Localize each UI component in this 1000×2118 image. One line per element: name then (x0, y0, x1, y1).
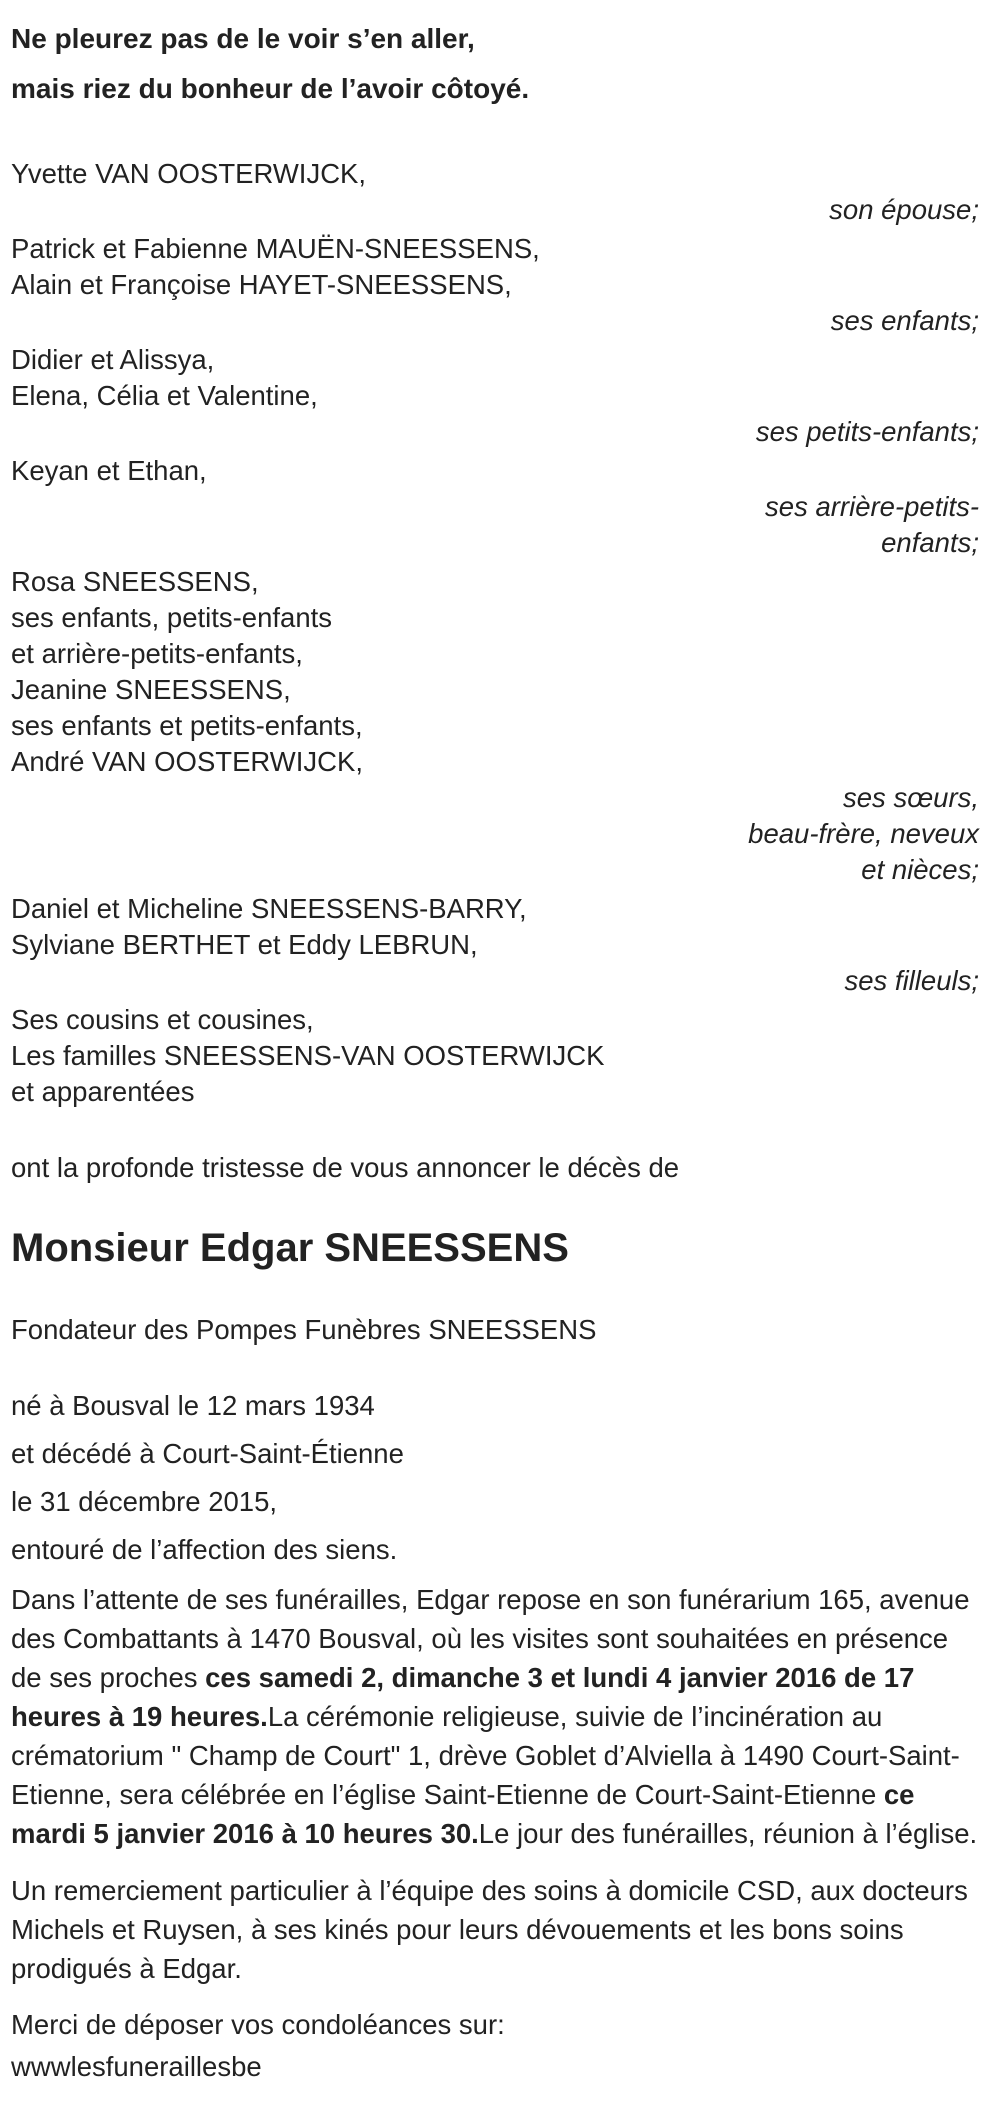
family-group-godchildren (11, 891, 979, 999)
thanks-paragraph: Un remerciement particulier à l’équipe des soins à domicile CSD, aux docteurs Michels et Ruysen, à ses kinés pour leurs dévouements et les bons soins prodigués à Edgar. (11, 1875, 968, 1984)
family-name-line: Ses cousins et cousines, (11, 1004, 314, 1035)
family-name-line: ses enfants, petits-enfants (11, 602, 333, 633)
deceased-name-heading: Monsieur Edgar SNEESSENS (11, 1226, 569, 1270)
family-name-line: Rosa SNEESSENS, (11, 566, 259, 597)
family-group-siblings (11, 564, 979, 888)
relation-label: ses sœurs, (843, 782, 979, 813)
family-group-children (11, 231, 979, 339)
announcement-intro: ont la profonde tristesse de vous annoncer le décès de (11, 1152, 680, 1183)
funeral-ceremony-date: ce mardi 5 janvier 2016 à 10 heures 30. (11, 1779, 915, 1849)
family-group-cousins (11, 1002, 979, 1110)
relation-label: enfants; (881, 527, 979, 558)
family-name-line: Daniel et Micheline SNEESSENS-BARRY, (11, 893, 527, 924)
family-name-line: André VAN OOSTERWIJCK, (11, 746, 363, 777)
funeral-text-run: Dans l’attente de ses funérailles, Edgar repose en son funérarium 165, avenue des Combattants à 1470 Bousval, où les visites sont souhaitées en présence de ses proches (11, 1584, 970, 1693)
family-name-line: Sylviane BERTHET et Eddy LEBRUN, (11, 929, 478, 960)
condolences-website: wwwlesfuneraillesbe (11, 2051, 262, 2082)
condolences-label: Merci de déposer vos condoléances sur: (11, 2009, 505, 2040)
birth-line: né à Bousval le 12 mars 1934 (11, 1390, 375, 1421)
relation-label: ses enfants; (830, 305, 979, 336)
family-name-line: et apparentées (11, 1076, 195, 1107)
family-group-grandchildren (11, 342, 979, 450)
family-name-line: Yvette VAN OOSTERWIJCK, (11, 158, 367, 189)
surrounded-line: entouré de l’affection des siens. (11, 1534, 398, 1565)
relation-label: son épouse; (829, 194, 979, 225)
relation-label: et nièces; (861, 854, 979, 885)
family-name-line: Elena, Célia et Valentine, (11, 380, 318, 411)
opening-quote (11, 14, 979, 114)
family-name-line: Les familles SNEESSENS-VAN OOSTERWIJCK (11, 1040, 605, 1071)
funeral-visit-dates: ces samedi 2, dimanche 3 et lundi 4 janvier 2016 de 17 heures à 19 heures. (11, 1662, 915, 1732)
family-name-line: Patrick et Fabienne MAUËN-SNEESSENS, (11, 233, 540, 264)
quote-line-1: Ne pleurez pas de le voir s’en aller, (11, 23, 475, 54)
life-details (11, 1382, 979, 1574)
deceased-title: Fondateur des Pompes Funèbres SNEESSENS (11, 1314, 597, 1345)
family-name-line: Didier et Alissya, (11, 344, 215, 375)
announcement-section (11, 1150, 979, 1574)
family-group-spouse (11, 156, 979, 228)
relation-label: ses petits-enfants; (755, 416, 979, 447)
family-group-great-grandchildren (11, 453, 979, 561)
funeral-text-run: Le jour des funérailles, réunion à l’église. (478, 1818, 978, 1849)
family-name-line: Alain et Françoise HAYET-SNEESSENS, (11, 269, 512, 300)
relation-label: beau-frère, neveux (748, 818, 979, 849)
family-name-line: et arrière-petits-enfants, (11, 638, 303, 669)
funeral-text-run: La cérémonie religieuse, suivie de l’incinération au crématorium " Champ de Court" 1, drève Goblet d’Alviella à 1490 Court-Saint-Etienne, sera célébrée en l’église Saint-Etienne de Court-Saint-Etienne (11, 1701, 960, 1810)
family-name-line: Keyan et Ethan, (11, 455, 207, 486)
relation-label: ses filleuls; (844, 965, 979, 996)
death-place-line: et décédé à Court-Saint-Étienne (11, 1438, 404, 1469)
quote-line-2: mais riez du bonheur de l’avoir côtoyé. (11, 73, 530, 104)
family-name-line: Jeanine SNEESSENS, (11, 674, 291, 705)
relation-label: ses arrière-petits- (765, 491, 979, 522)
family-list (11, 156, 979, 1110)
funeral-info-paragraph (11, 1580, 979, 1853)
family-name-line: ses enfants et petits-enfants, (11, 710, 363, 741)
death-date-line: le 31 décembre 2015, (11, 1486, 278, 1517)
